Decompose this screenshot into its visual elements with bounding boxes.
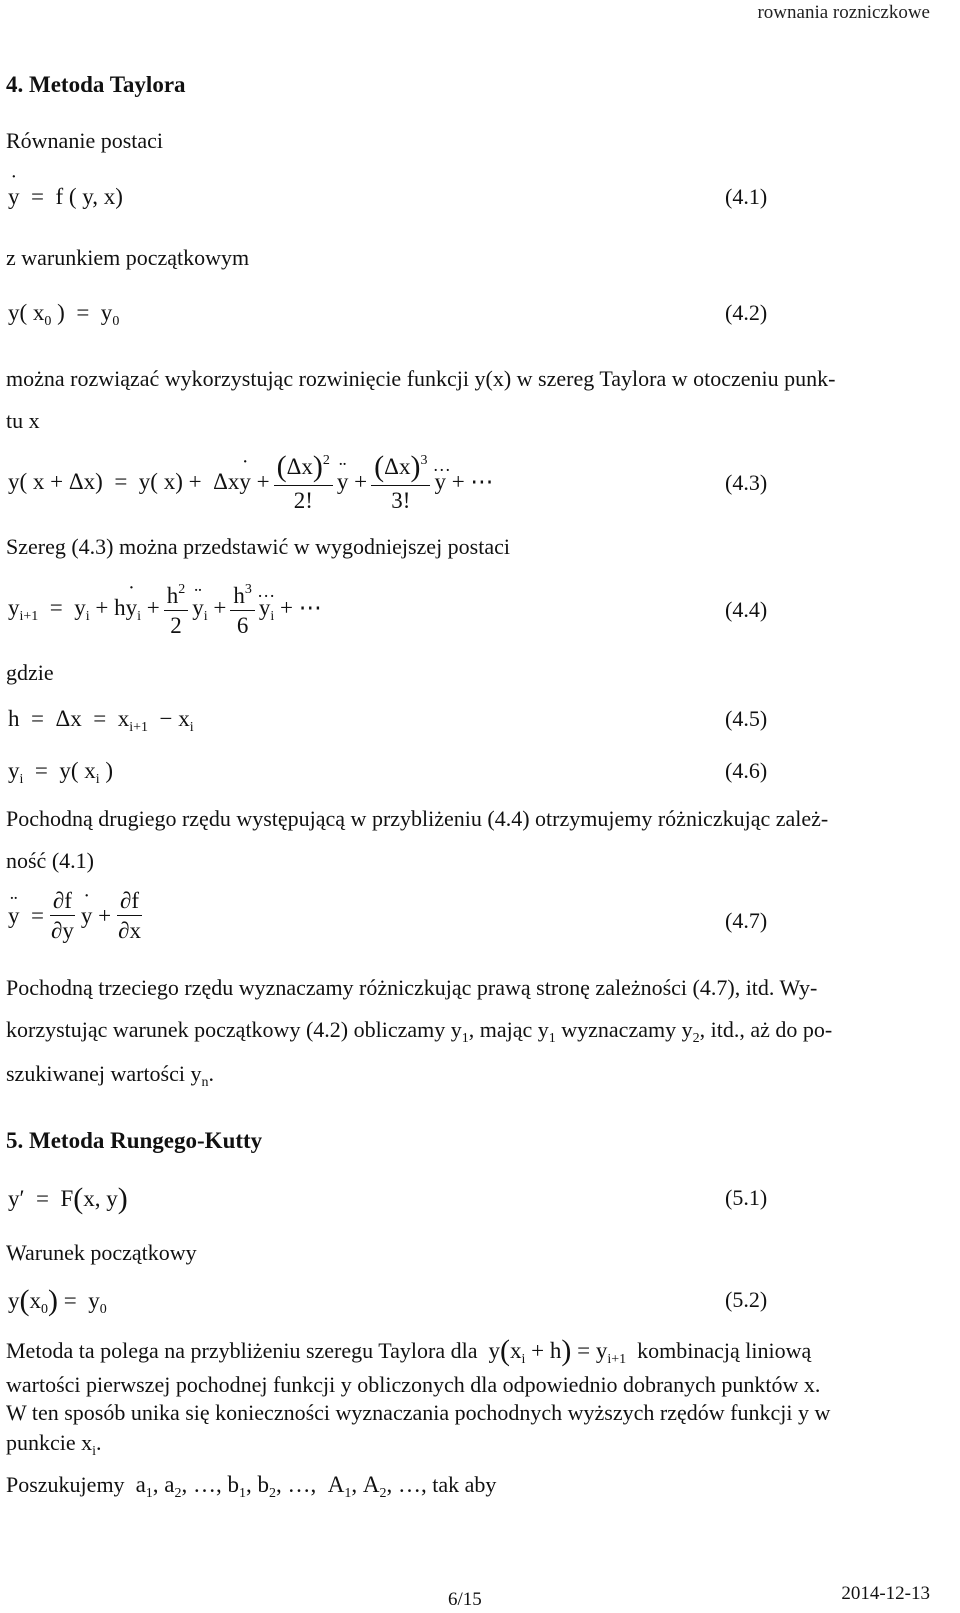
paragraph-taylor-line-2: tu x <box>6 408 40 433</box>
paragraph-warunek-poczatkowy: z warunkiem początkowym <box>6 245 250 270</box>
equation-4-3: y( x + Δx) = y( x) + Δx˙ y + $\frac{(\Delta x)^2}{2!}$ ¨ y + $\frac{(\Delta x)^3}{3!}$ … y + ⋯ <box>8 450 493 513</box>
equation-number-4-6: (4.6) <box>725 758 768 783</box>
document-header-title: rownania rozniczkowe <box>757 2 930 23</box>
paragraph-metoda-line-2: wartości pierwszej pochodnej funkcji y obliczonych dla odpowiednio dobranych punktów x. <box>6 1372 821 1397</box>
paragraph-pochodna-drugiego-line-2: ność (4.1) <box>6 848 94 873</box>
document-date: 2014-12-13 <box>841 1583 930 1604</box>
paragraph-warunek-poczatkowy-5: Warunek początkowy <box>6 1240 197 1265</box>
equation-4-1: ˙ y = f ( y, x) <box>8 184 123 210</box>
paragraph-pochodna-trzeciego-line-1: Pochodną trzeciego rzędu wyznaczamy różniczkując prawą stronę zależności (4.7), itd. Wy- <box>6 975 818 1000</box>
equation-number-4-4: (4.4) <box>725 597 768 622</box>
equation-number-4-3: (4.3) <box>725 470 768 495</box>
paragraph-gdzie: gdzie <box>6 660 54 685</box>
equation-number-4-7: (4.7) <box>725 908 768 933</box>
paragraph-pochodna-trzeciego-line-3: szukiwanej wartości $y_n$. <box>6 1061 214 1090</box>
paragraph-rownanie-postaci: Równanie postaci <box>6 128 164 153</box>
equation-5-1: y′ = F(x, y) <box>8 1182 128 1215</box>
paragraph-taylor-line-1: można rozwiązać wykorzystując rozwinięcie funkcji y(x) w szereg Taylora w otoczeniu punk- <box>6 366 836 391</box>
section-4-heading: 4. Metoda Taylora <box>6 72 186 97</box>
equation-4-2: y( $x_0$ ) = $y_0$ <box>8 300 120 329</box>
page-number: 6/15 <box>448 1589 482 1610</box>
section-5-heading: 5. Metoda Rungego-Kutty <box>6 1128 263 1153</box>
equation-number-4-5: (4.5) <box>725 706 768 731</box>
paragraph-metoda-line-1: Metoda ta polega na przybliżeniu szeregu Taylora dla $y(x_i + h) = y_{i+1}$ kombinacją liniową <box>6 1334 812 1367</box>
equation-number-4-1: (4.1) <box>725 184 768 209</box>
equation-4-7: ¨ y = $\frac{\partial f}{\partial y}$ ˙ y + $\frac{\partial f}{\partial x}$ <box>8 888 148 944</box>
equation-number-5-2: (5.2) <box>725 1287 768 1312</box>
equation-number-4-2: (4.2) <box>725 300 768 325</box>
paragraph-metoda-line-3: W ten sposób unika się konieczności wyznaczania pochodnych wyższych rzędów funkcji y w <box>6 1400 831 1425</box>
equation-number-5-1: (5.1) <box>725 1185 768 1210</box>
paragraph-pochodna-drugiego-line-1: Pochodną drugiego rzędu występującą w przybliżeniu (4.4) otrzymujemy różniczkując zależ- <box>6 806 829 831</box>
equation-5-2: $y(x_0) = y_0$ <box>8 1284 107 1317</box>
paragraph-metoda-line-4: punkcie $x_i$. <box>6 1430 102 1459</box>
equation-4-5: $h = \Delta x = x_{i+1} - x_i$ <box>8 706 194 735</box>
paragraph-poszukujemy: Poszukujemy $a_1$, $a_2$, …, $b_1$, $b_2$, …, $A_1$, $A_2$, …, tak aby <box>6 1472 497 1501</box>
equation-4-6: $y_i = y$( $x_i$ ) <box>8 758 114 787</box>
paragraph-szereg: Szereg (4.3) można przedstawić w wygodniejszej postaci <box>6 534 510 559</box>
paragraph-pochodna-trzeciego-line-2: korzystując warunek początkowy (4.2) obliczamy $y_1$, mając $y_1$ wyznaczamy $y_2$, itd., aż do po- <box>6 1017 833 1046</box>
equation-4-4: $y_{i+1} = y_i$ + h˙ $y_i$ + $\frac{h^2}{2}$ ¨ $y_i$ + $\frac{h^3}{6}$ … $y_i$ + ⋯ <box>8 582 322 639</box>
